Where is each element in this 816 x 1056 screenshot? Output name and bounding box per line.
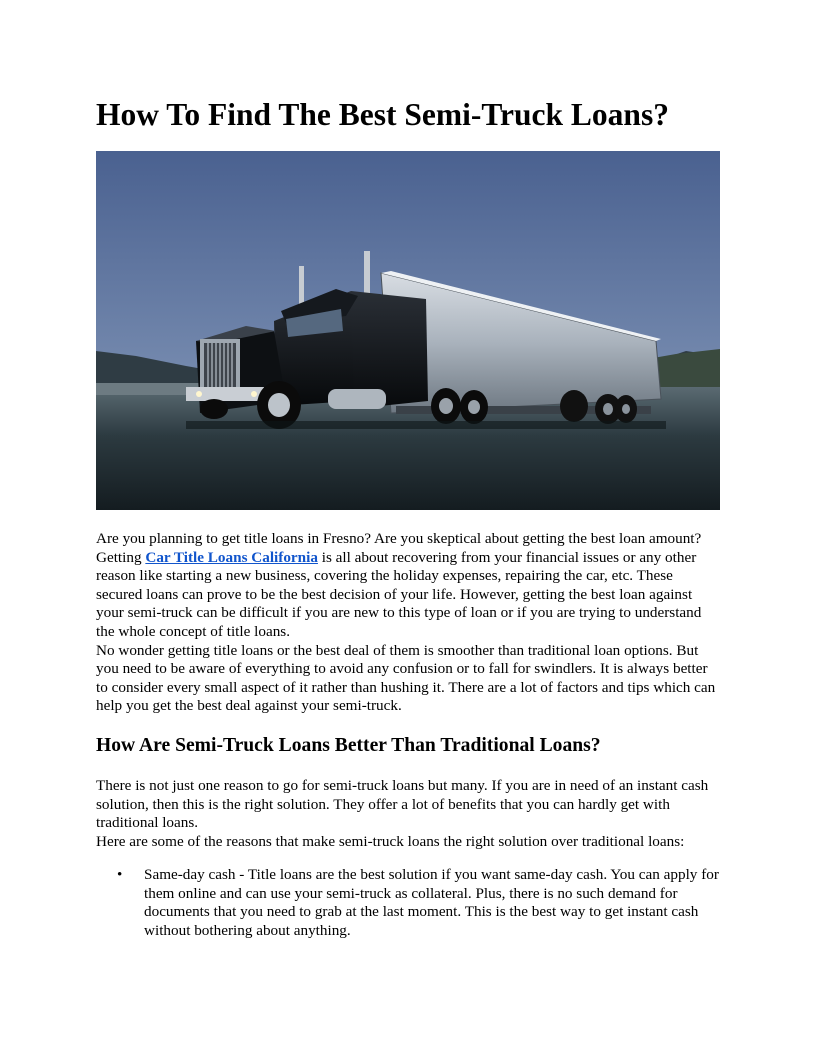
intro-text-part-1: Are you planning to get title loans in Fresno? Are you skeptical about getting the best loan amount? Getting <box>96 530 702 566</box>
car-title-loans-link[interactable]: Car Title Loans California <box>145 548 318 566</box>
hero-image <box>96 151 720 510</box>
section-text <box>96 777 720 851</box>
list-item <box>96 866 720 940</box>
intro-paragraph-2: No wonder getting title loans or the best deal of them is smoother than traditional loan options. But you need to be aware of everything to avoid any confusion or to fall for swindlers. It is always better to consider every small aspect of it rather than hushing it. There are a lot of factors and tips which can help you get the best deal against your semi-truck. <box>96 641 716 715</box>
intro-text <box>96 530 720 716</box>
reasons-list <box>96 866 720 940</box>
section-paragraph-2: Here are some of the reasons that make semi-truck loans the right solution over traditional loans: <box>96 832 685 850</box>
article-title: How To Find The Best Semi-Truck Loans? <box>96 97 669 132</box>
intro-text-part-2: is all about recovering from your financial issues or any other reason like starting a new business, covering the holiday expenses, repairing the car, etc. These secured loans can prove to be the best decision of your life. However, getting the best loan against your semi-truck can be difficult if you are new to this type of loan or if you are trying to understand the whole concept of title loans. <box>96 548 702 640</box>
bullet-icon: • <box>117 866 123 883</box>
list-item-text: Same-day cash - Title loans are the best solution if you want same-day cash. You can apply for them online and can use your semi-truck as collateral. Plus, there is no such demand for documents that you need to grab at the last moment. This is the best way to get instant cash without bothering about anything. <box>144 866 719 939</box>
intro-paragraph-1 <box>96 530 720 642</box>
section-paragraph-1: There is not just one reason to go for semi-truck loans but many. If you are in need of an instant cash solution, then this is the right solution. They offer a lot of benefits that you can hardly get with traditional loans. <box>96 777 709 832</box>
section-heading: How Are Semi-Truck Loans Better Than Traditional Loans? <box>96 735 601 756</box>
truck-illustration <box>96 151 720 510</box>
